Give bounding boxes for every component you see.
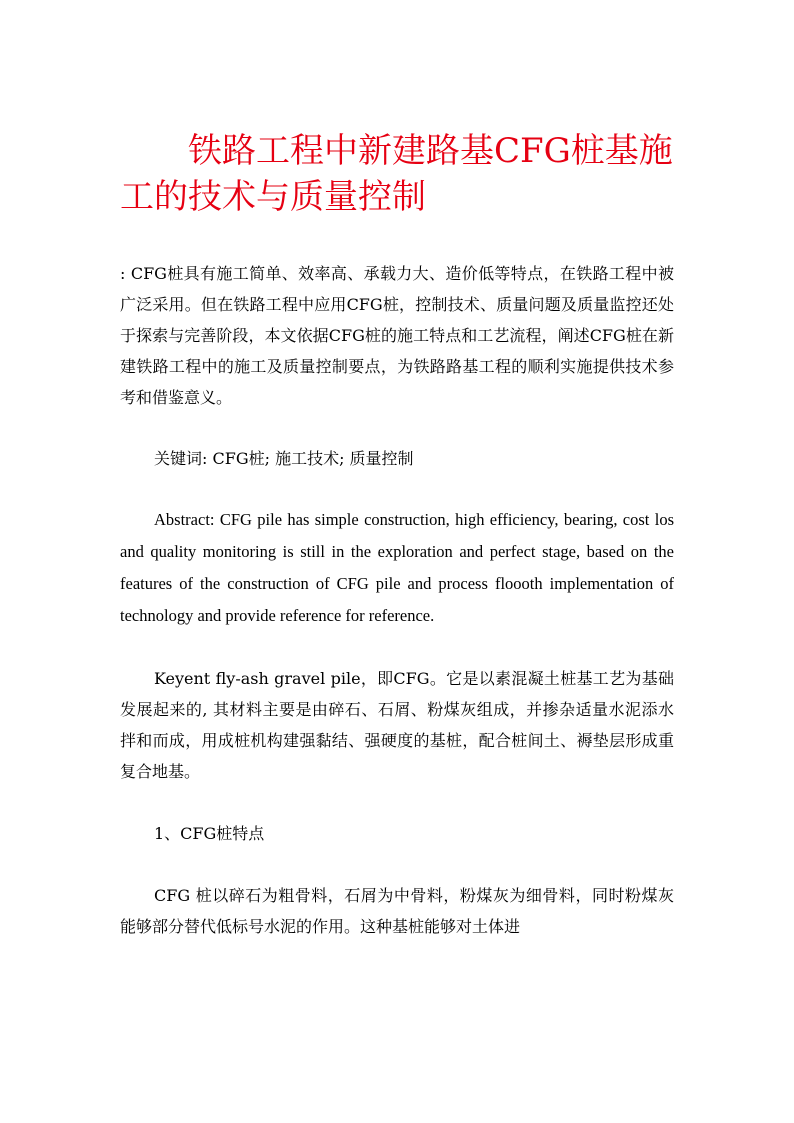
section-body-paragraph: CFG 桩以碎石为粗骨料，石屑为中骨料，粉煤灰为细骨料，同时粉煤灰能够部分替代低标号水泥的作用。这种基桩能够对土体进 — [120, 886, 674, 936]
document-title: 铁路工程中新建路基CFG桩基施工的技术与质量控制 — [120, 131, 673, 217]
document-page — [120, 128, 674, 942]
section-heading: 1、CFG桩特点 — [154, 824, 265, 843]
abstract-paragraph: Abstract: CFG pile has simple construction, high efficiency, bearing, cost los and quality monitoring is still in the exploration and perfect stage, based on the features of the construction of CFG pile and process floooth implementation of technology and provide reference for reference. — [120, 510, 674, 625]
keywords-line: 关键词: CFG桩; 施工技术; 质量控制 — [154, 449, 414, 468]
summary-paragraph: : CFG桩具有施工简单、效率高、承载力大、造价低等特点，在铁路工程中被广泛采用。但在铁路工程中应用CFG桩，控制技术、质量问题及质量监控还处于探索与完善阶段，本文依据CFG桩的施工特点和工艺流程，阐述CFG桩在新建铁路工程中的施工及质量控制要点，为铁路路基工程的顺利实施提供技术参考和借鉴意义。 — [120, 264, 674, 407]
intro-paragraph: Keyent fly-ash gravel pile，即CFG。它是以素混凝土桩基工艺为基础发展起来的, 其材料主要是由碎石、石屑、粉煤灰组成，并掺杂适量水泥添水拌和而成，用成桩机构建强黏结、强硬度的基桩，配合桩间土、褥垫层形成重复合地基。 — [120, 669, 674, 781]
